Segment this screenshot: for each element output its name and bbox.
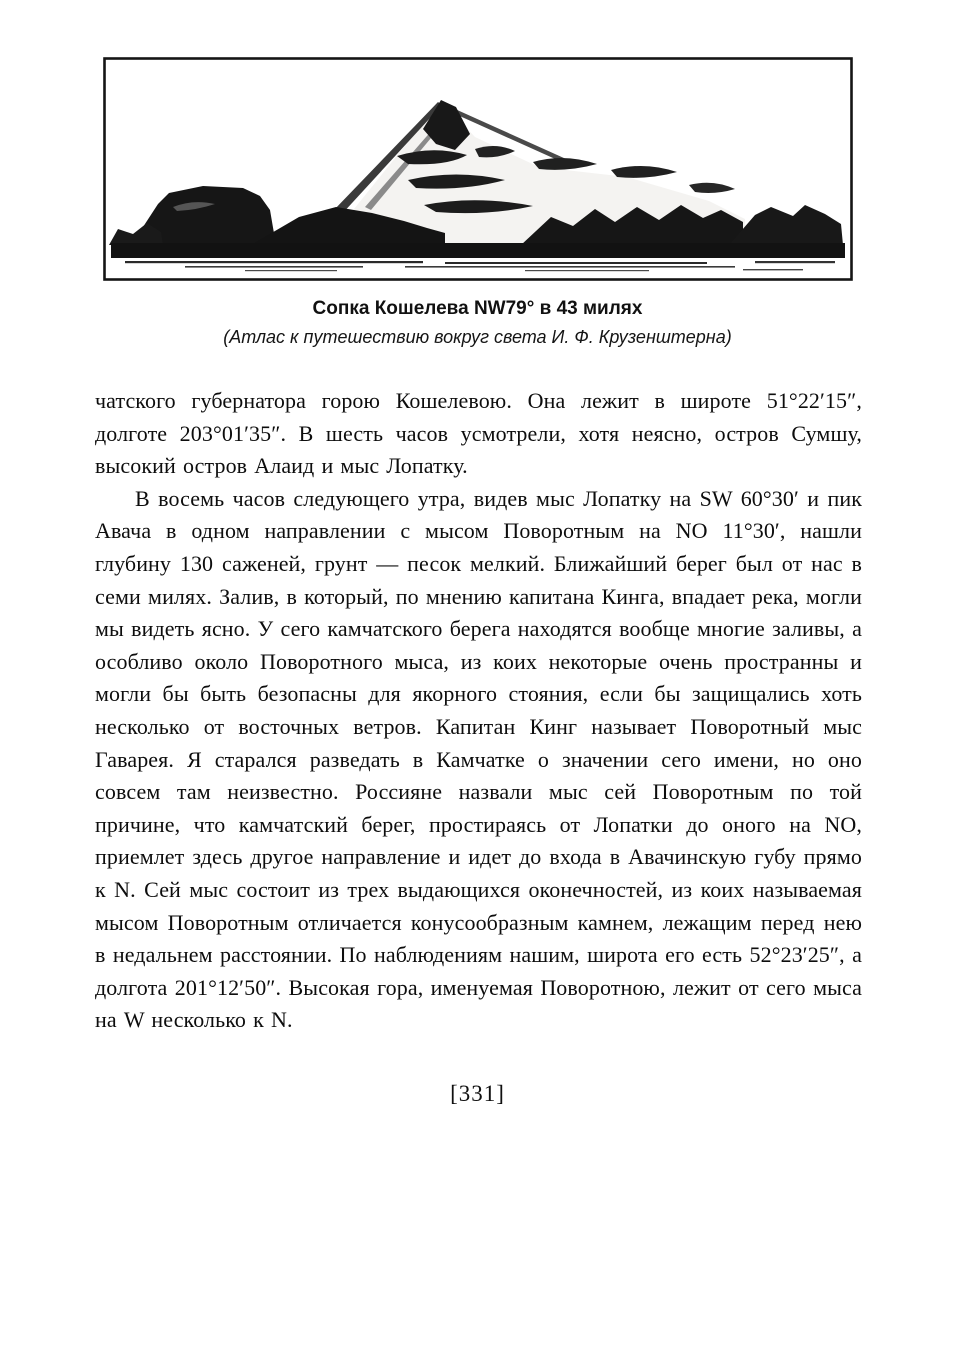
paragraph-continuation: чатского губернатора горою Кошелевою. Она лежит в широте 51°22′15″, долготе 203°01′35″. В шесть часов усмотрели, хотя неясно, остров Сумшу, высокий остров Алаид и мыс Лопатку. <box>95 388 862 479</box>
body-text <box>95 385 862 1037</box>
figure-source: (Атлас к путешествию вокруг света И. Ф. Крузенштерна) <box>223 327 732 347</box>
paragraph-main: В восемь часов следующего утра, видев мыс Лопатку на SW 60°30′ и пик Авача в одном направлении с мысом Поворотным на NO 11°30′, нашли глубину 130 саженей, грунт — песок мелкий. Ближайший берег был от нас в семи милях. Залив, в который, по мнению капитана Кинга, впадает река, могли мы видеть ясно. У сего камчатского берега находятся вообще многие заливы, а особливо около Поворотного мыса, из коих некоторые очень пространны и могли бы быть безопасны для якорного стояния, если бы защищались хоть несколько от восточных ветров. Капитан Кинг называет Поворотный мыс Гаварея. Я старался разведать в Камчатке о значении сего имени, но оно совсем там неизвестно. Россияне назвали мыс сей Поворотным по той причине, что камчатский берег, простираясь от Лопатки до оного на NO, приемлет здесь другое направление и идет до входа в Авачинскую губу прямо к N. Сей мыс состоит из трех выдающихся оконечностей, из коих называемая мысом Поворотным отличается конусообразным камнем, лежащим перед нею в недальнем расстоянии. По наблюдениям нашим, широта его есть 52°23′25″, а долгота 201°12′50″. Высокая гора, именуемая Поворотною, лежит от сего мыса на W несколько к N. <box>95 485 862 1033</box>
figure-caption: Сопка Кошелева NW79° в 43 милях <box>312 298 643 319</box>
page-number: [331] <box>450 1080 505 1106</box>
mountain-engraving <box>103 57 853 281</box>
figure-block <box>103 57 853 349</box>
